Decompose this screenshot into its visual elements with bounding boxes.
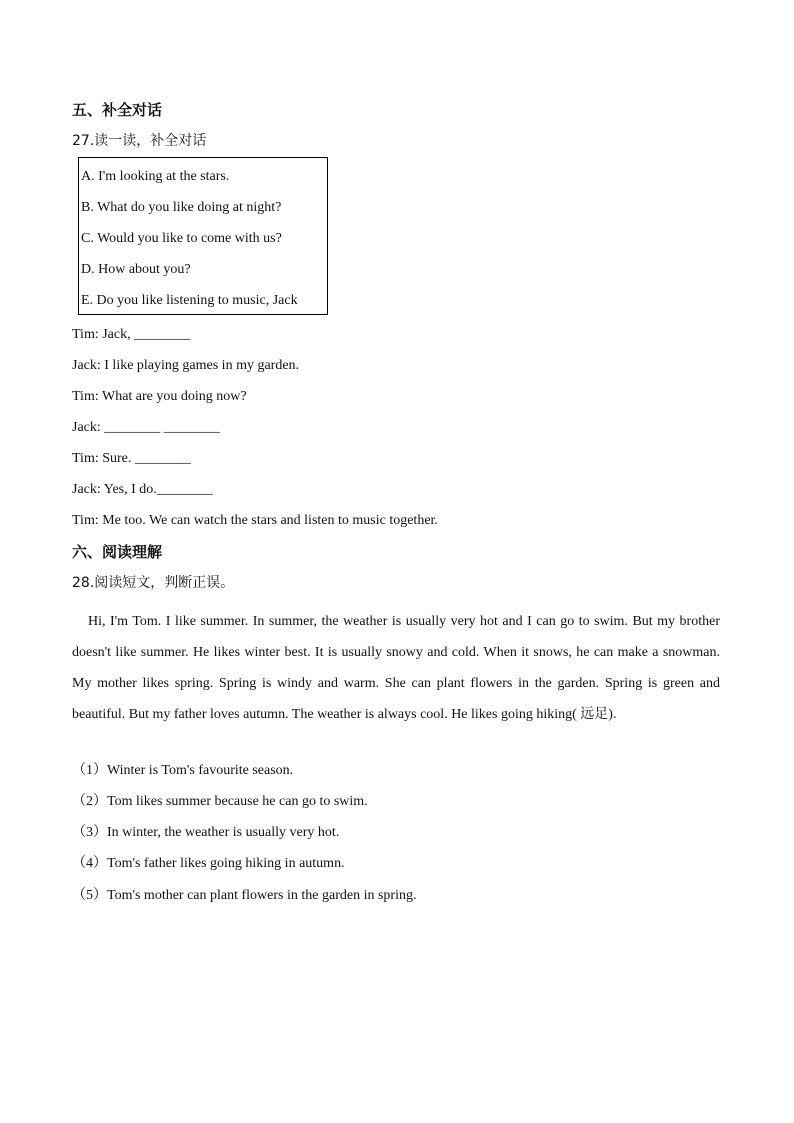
- statement-4: （4）Tom's father likes going hiking in autumn.: [72, 856, 345, 871]
- option-d: D. How about you?: [81, 262, 191, 277]
- statement-1: （1）Winter is Tom's favourite season.: [72, 763, 294, 778]
- reading-passage: Hi, I'm Tom. I like summer. In summer, the weather is usually very hot and I can go to swim. But my brother doesn't like summer. He likes winter best. It is usually snowy and cold. When it snows, he can make a snowman. My mother likes spring. Spring is windy and warm. She can plant flowers in the garden. Spring is green and beautiful. But my father loves autumn. The weather is always cool. He likes going hiking( 远足).: [72, 614, 720, 722]
- dialogue-line-4: Jack: ________ ________: [72, 420, 220, 435]
- statement-5: （5）Tom's mother can plant flowers in the garden in spring.: [72, 888, 417, 903]
- dialogue-line-6: Jack: Yes, I do.________: [72, 482, 213, 497]
- option-a: A. I'm looking at the stars.: [81, 169, 230, 184]
- options-box: [78, 157, 328, 315]
- dialogue-line-3: Tim: What are you doing now?: [72, 389, 247, 404]
- dialogue-line-7: Tim: Me too. We can watch the stars and listen to music together.: [72, 513, 438, 528]
- question-28-instruction: 28.阅读短文，判断正误。: [72, 575, 235, 591]
- question-27-instruction: 27.读一读，补全对话: [72, 133, 207, 149]
- dialogue-line-2: Jack: I like playing games in my garden.: [72, 358, 300, 373]
- statement-2: （2）Tom likes summer because he can go to swim.: [72, 794, 368, 809]
- dialogue-line-5: Tim: Sure. ________: [72, 451, 191, 466]
- section-5-heading: 五、补全对话: [72, 101, 163, 119]
- statement-3: （3）In winter, the weather is usually very hot.: [72, 825, 340, 840]
- dialogue-line-1: Tim: Jack, ________: [72, 327, 191, 342]
- section-6-heading: 六、阅读理解: [72, 543, 163, 561]
- option-b: B. What do you like doing at night?: [81, 200, 282, 215]
- option-e: E. Do you like listening to music, Jack: [81, 293, 298, 308]
- option-c: C. Would you like to come with us?: [81, 231, 282, 246]
